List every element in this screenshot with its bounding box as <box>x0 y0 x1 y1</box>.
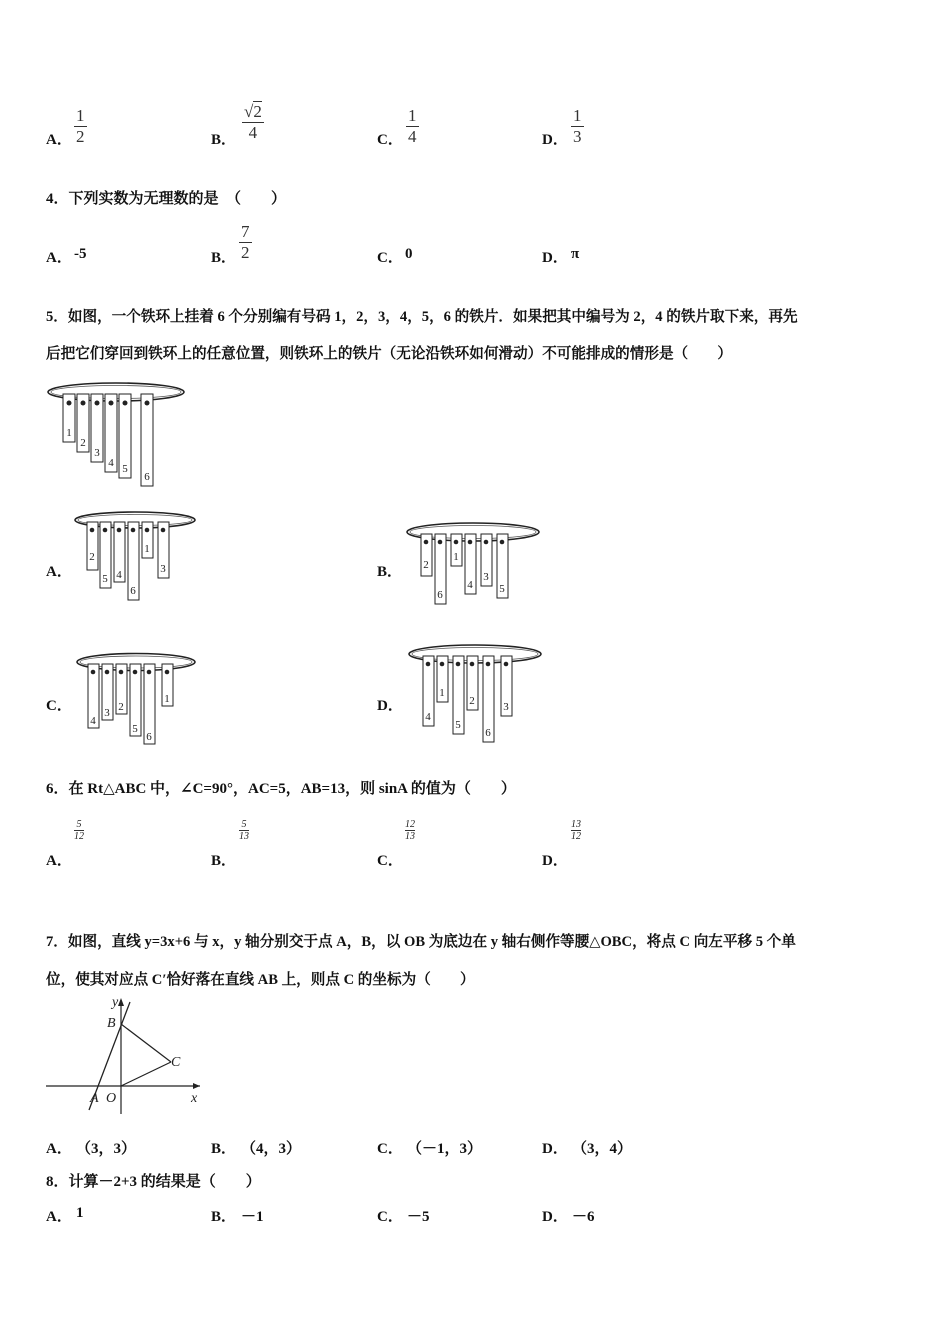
q6-option-c-fraction: 12 13 <box>405 819 415 842</box>
q5-option-c-letter: C． <box>46 698 72 714</box>
option-d-label: 1 <box>439 687 445 699</box>
q7-option-d-value: （3，4） <box>572 1141 633 1157</box>
label-a: A <box>90 1091 99 1106</box>
q5-option-a-letter: A． <box>46 564 72 580</box>
main-ring-label: 1 <box>66 427 72 439</box>
option-b-label: 3 <box>483 571 489 583</box>
option-d-label: 2 <box>469 695 475 707</box>
label-x: x <box>191 1091 198 1106</box>
q3-option-d-fraction: 1 3 <box>573 106 582 146</box>
q3-option-a-fraction: 1 2 <box>76 106 85 146</box>
option-a-label: 4 <box>116 569 122 581</box>
option-a-label: 3 <box>160 563 166 575</box>
label-o: O <box>106 1091 117 1106</box>
q7-option-c-value: （－1，3） <box>407 1141 483 1157</box>
q6-option-a-letter: A． <box>46 853 72 869</box>
q4-option-c-letter: C． <box>377 250 403 266</box>
main-ring-label: 4 <box>108 457 114 469</box>
option-c-label: 2 <box>118 701 124 713</box>
q5-option-a-figure <box>72 508 202 606</box>
q7-option-b-value: （4，3） <box>241 1141 302 1157</box>
q6-option-b-fraction: 5 13 <box>239 819 249 842</box>
q4-option-d-value: π <box>571 246 580 262</box>
q4-option-c-value: 0 <box>405 246 413 262</box>
main-ring-label: 5 <box>122 463 128 475</box>
q8-option-b-value: －1 <box>241 1209 264 1225</box>
q6-option-a-fraction: 5 12 <box>74 819 84 842</box>
label-b: B <box>107 1016 116 1031</box>
q7-option-d-letter: D． <box>542 1141 568 1157</box>
option-d-label: 3 <box>503 701 509 713</box>
q4-option-a-value: -5 <box>74 246 87 262</box>
q8-option-a-value: 1 <box>76 1205 84 1221</box>
option-a-label: 5 <box>102 573 108 585</box>
q5-option-c-figure <box>74 648 204 748</box>
option-c-label: 1 <box>164 693 170 705</box>
q8-option-c-value: －5 <box>407 1209 430 1225</box>
q8-option-c-letter: C． <box>377 1209 403 1225</box>
q7-option-a-letter: A． <box>46 1141 72 1157</box>
q4-option-d-letter: D． <box>542 250 568 266</box>
sqrt-icon: √ <box>244 102 254 121</box>
q7-stem-line2: 位，使其对应点 C′恰好落在直线 AB 上，则点 C 的坐标为（ ） <box>46 972 475 988</box>
q5-option-d-figure <box>405 640 547 746</box>
option-c-label: 3 <box>104 707 110 719</box>
q8-option-b-letter: B． <box>211 1209 237 1225</box>
option-c-label: 5 <box>132 723 138 735</box>
q5-stem-line1: 5．如图，一个铁环上挂着 6 个分别编有号码 1，2，3，4，5，6 的铁片．如果把其中编号为 2，4 的铁片取下来，再先 <box>46 309 798 325</box>
option-a-label: 1 <box>144 543 150 555</box>
q7-stem-line1: 7．如图，直线 y=3x+6 与 x，y 轴分别交于点 A，B，以 OB 为底边在 y 轴右侧作等腰△OBC，将点 C 向左平移 5 个单 <box>46 934 796 950</box>
option-b-label: 2 <box>423 559 429 571</box>
q4-option-a-letter: A． <box>46 250 72 266</box>
q7-option-a-value: （3，3） <box>76 1141 137 1157</box>
main-ring-label: 2 <box>80 437 86 449</box>
option-b-label: 5 <box>499 583 505 595</box>
option-a-label: 6 <box>130 585 136 597</box>
q7-option-b-letter: B． <box>211 1141 237 1157</box>
q4-option-b-letter: B． <box>211 250 237 266</box>
q8-option-a-letter: A． <box>46 1209 72 1225</box>
q6-option-d-fraction: 13 12 <box>571 819 581 842</box>
option-b-label: 6 <box>437 589 443 601</box>
q4-stem: 4．下列实数为无理数的是 （ ） <box>46 191 287 207</box>
q3-option-a-letter: A． <box>46 132 72 148</box>
q5-main-ring-figure <box>44 378 189 488</box>
option-a-label: 2 <box>89 551 95 563</box>
q3-option-b-letter: B． <box>211 132 237 148</box>
q3-option-c-fraction: 1 4 <box>408 106 417 146</box>
option-d-label: 4 <box>425 711 431 723</box>
q5-option-b-letter: B． <box>377 564 403 580</box>
option-b-label: 4 <box>467 579 473 591</box>
q8-option-d-letter: D． <box>542 1209 568 1225</box>
q5-option-b-figure <box>403 518 543 610</box>
q5-option-d-letter: D． <box>377 698 403 714</box>
option-c-label: 4 <box>90 715 96 727</box>
q3-option-d-letter: D． <box>542 132 568 148</box>
main-ring-label: 6 <box>144 471 150 483</box>
label-y: y <box>112 995 119 1010</box>
q7-coordinate-figure <box>44 994 204 1120</box>
q5-stem-line2: 后把它们穿回到铁环上的任意位置，则铁环上的铁片（无论沿铁环如何滑动）不可能排成的情形是（ ） <box>46 346 732 362</box>
q8-stem: 8．计算－2+3 的结果是（ ） <box>46 1174 261 1190</box>
main-ring-label: 3 <box>94 447 100 459</box>
q6-stem: 6．在 Rt△ABC 中，∠C=90°，AC=5，AB=13，则 sinA 的值为（ ） <box>46 781 516 797</box>
q6-option-c-letter: C． <box>377 853 403 869</box>
option-d-label: 5 <box>455 719 461 731</box>
option-c-label: 6 <box>146 731 152 743</box>
q8-option-d-value: －6 <box>572 1209 595 1225</box>
q3-option-c-letter: C． <box>377 132 403 148</box>
q6-option-b-letter: B． <box>211 853 237 869</box>
option-d-label: 6 <box>485 727 491 739</box>
q6-option-d-letter: D． <box>542 853 568 869</box>
option-b-label: 1 <box>453 551 459 563</box>
q7-option-c-letter: C． <box>377 1141 403 1157</box>
q4-option-b-fraction: 7 2 <box>241 222 250 262</box>
label-c: C <box>171 1055 181 1070</box>
q3-option-b-fraction: √2 4 <box>244 102 262 142</box>
